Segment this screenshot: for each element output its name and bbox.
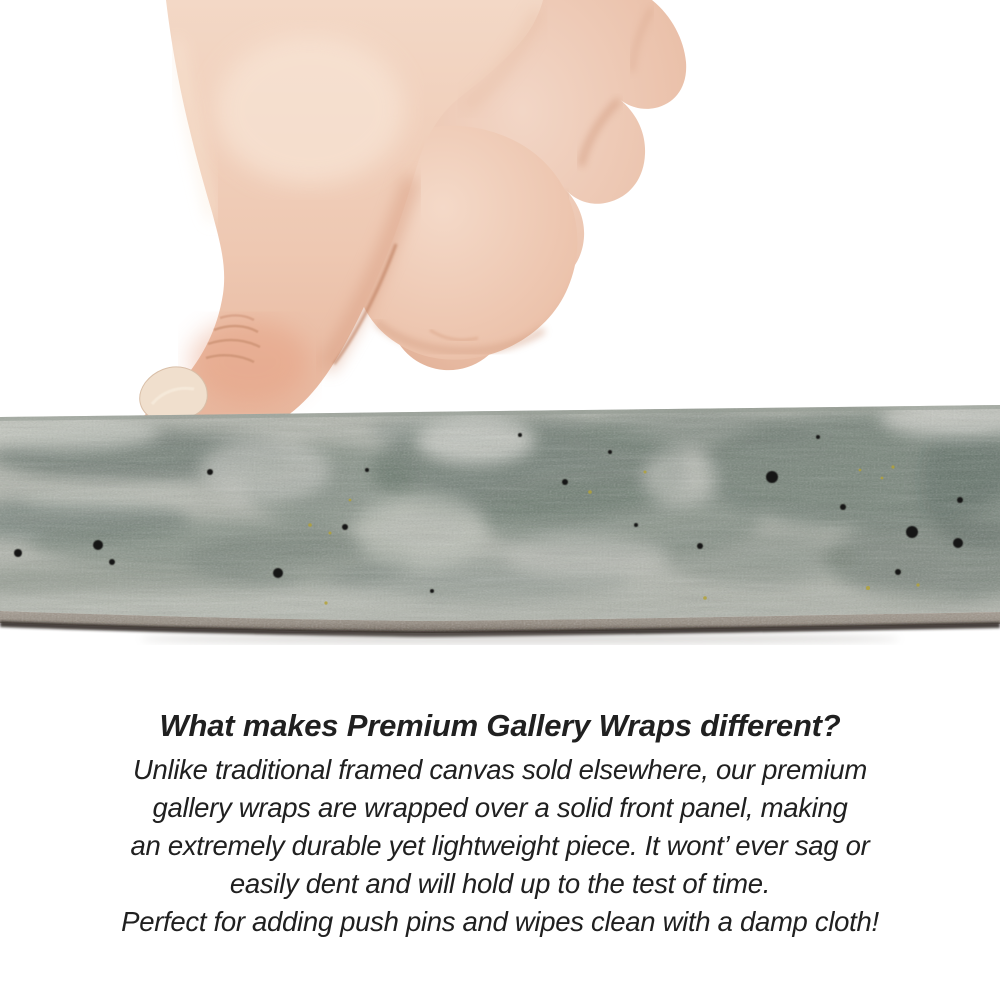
canvas-edge-photo [0, 398, 1000, 644]
body-line-5: Perfect for adding push pins and wipes clean with a damp cloth! [121, 906, 879, 937]
description-block [0, 706, 1000, 941]
hand-photo [140, 0, 686, 418]
canvas-strip [0, 398, 1000, 625]
headline: What makes Premium Gallery Wraps different? [159, 708, 841, 743]
body-line-1: Unlike traditional framed canvas sold elsewhere, our premium [132, 754, 867, 785]
body-line-2: gallery wraps are wrapped over a solid front panel, making [152, 792, 848, 823]
body-line-3: an extremely durable yet lightweight piece. It wont’ ever sag or [130, 830, 870, 861]
panel-shadow [140, 634, 900, 644]
thumb-nail [140, 367, 208, 417]
body-line-4: easily dent and will hold up to the test of time. [229, 868, 771, 899]
